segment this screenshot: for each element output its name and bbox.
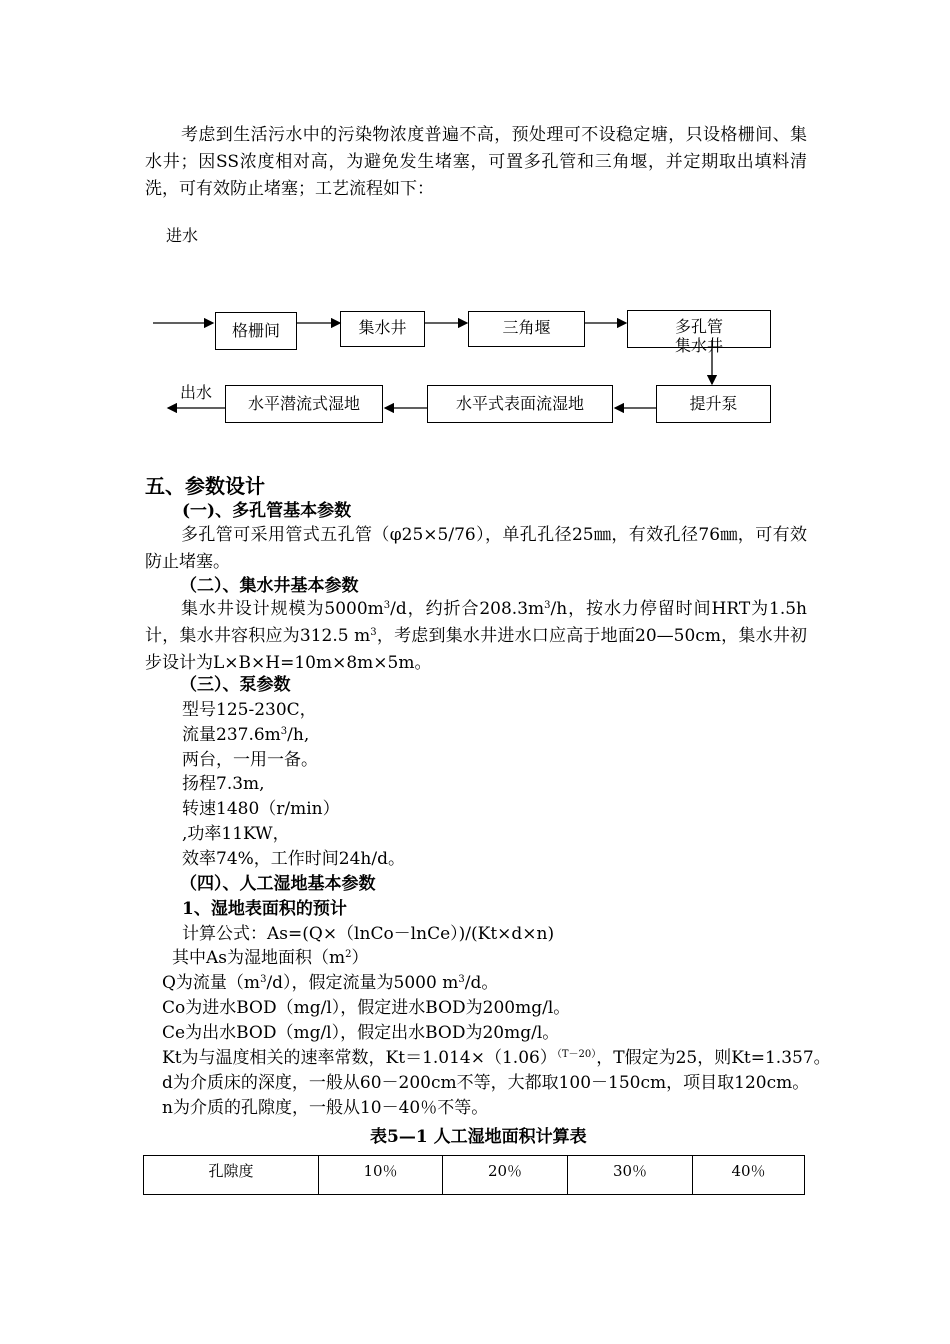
table-header-row xyxy=(144,1156,805,1195)
box-triangular-weir: 三角堰 xyxy=(468,311,585,347)
table-header-cell: 10％ xyxy=(319,1156,443,1195)
flow-arrows xyxy=(0,0,950,440)
pump-efficiency: 效率74%，工作时间24h/d。 xyxy=(182,849,405,869)
subsection-3-title: （三）、泵参数 xyxy=(180,675,291,695)
subsection-1-text: 多孔管可采用管式五孔管（φ25×5/76），单孔孔径25㎜，有效孔径76㎜，可有效防止堵塞。 xyxy=(145,525,807,572)
def-kt: Kt为与温度相关的速率常数，$Kt=1.014\times(1.06)^{(T-20)}$，T假定为25，则Kt=1.357。 xyxy=(162,1048,831,1068)
box-subsurface-flow-wetland: 水平潜流式湿地 xyxy=(225,385,383,423)
def-d: d为介质床的深度，一般从60－200cm不等，大都取100－150cm，项目取120cm。 xyxy=(162,1073,810,1093)
box-perforated-pipe-well: 多孔管 集水井 xyxy=(627,310,771,348)
pump-power: ,功率11KW， xyxy=(182,824,290,844)
def-co: Co为进水BOD（mg/l），假定进水BOD为200mg/l。 xyxy=(162,998,571,1018)
table-header-cell: 40％ xyxy=(693,1156,805,1195)
def-as: 其中As为湿地面积$(m^2)$ xyxy=(172,948,369,968)
flow-inlet-label: 进水 xyxy=(166,226,199,245)
subsection-1-title: (一)、多孔管基本参数 xyxy=(182,501,352,521)
pump-flow: 流量$237.6m^3/h$, xyxy=(182,725,310,745)
table-header-cell: 孔隙度 xyxy=(144,1156,319,1195)
def-n: n为介质的孔隙度，一般从10－40％不等。 xyxy=(162,1098,489,1118)
subsection-4-1-title: 1、湿地表面积的预计 xyxy=(182,899,347,919)
subsection-2-text: 集水井设计规模为$5000m^3/d$，约折合$208.3m^3/h$，按水力停留时间HRT为1.5h计，集水井容积应为312.5 $m^3$，考虑到集水井进水口应高于地面20—50cm，集水井初步设计为L×B×H=10m×8m×5m。 xyxy=(145,599,807,673)
box-grille: 格栅间 xyxy=(215,312,297,350)
pump-model: 型号125-230C， xyxy=(182,700,317,720)
pump-speed: 转速1480（r/min） xyxy=(182,799,340,819)
intro-paragraph: 考虑到生活污水中的污染物浓度普遍不高，预处理可不设稳定塘，只设格栅间、集水井；因SS浓度相对高，为避免发生堵塞，可置多孔管和三角堰，并定期取出填料清洗，可有效防止堵塞；工艺流程如下： xyxy=(145,125,807,199)
box-collection-well: 集水井 xyxy=(340,311,425,347)
table-header-cell: 30％ xyxy=(568,1156,693,1195)
table-caption: 表5—1 人工湿地面积计算表 xyxy=(370,1127,587,1147)
box-lift-pump: 提升泵 xyxy=(656,385,771,423)
subsection-2-title: （二）、集水井基本参数 xyxy=(180,576,359,596)
def-q: Q为流量$(m^3/d)$，假定流量为5000 $m^3/d$。 xyxy=(162,973,499,993)
table-header-cell: 20％ xyxy=(443,1156,568,1195)
section-title: 五、参数设计 xyxy=(145,474,265,498)
wetland-area-table xyxy=(143,1155,805,1195)
pump-units: 两台，一用一备。 xyxy=(182,750,318,770)
pump-head: 扬程7.3m, xyxy=(182,774,265,794)
box-surface-flow-wetland: 水平式表面流湿地 xyxy=(427,385,613,423)
def-ce: Ce为出水BOD（mg/l），假定出水BOD为20mg/l。 xyxy=(162,1023,560,1043)
subsection-4-title: （四）、人工湿地基本参数 xyxy=(180,874,376,894)
formula: 计算公式：As=(Q×（lnCo－lnCe）)/(Kt×d×n) xyxy=(182,924,555,944)
flow-outlet-label: 出水 xyxy=(180,383,213,402)
